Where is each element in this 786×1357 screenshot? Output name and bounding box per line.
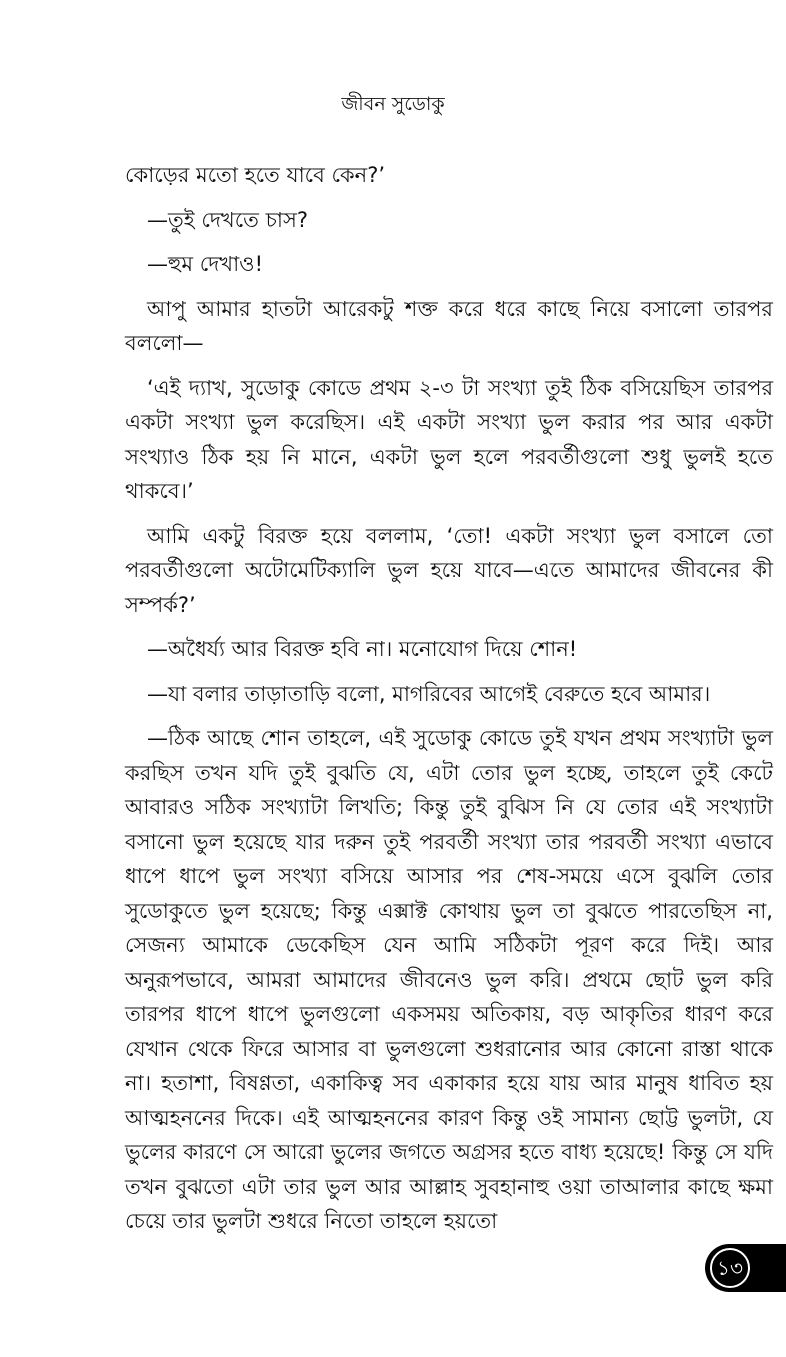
page-number-tab xyxy=(705,1244,786,1292)
text-body xyxy=(125,158,773,1249)
paragraph: আমি একটু বিরক্ত হয়ে বললাম, ‘তো! একটা সংখ্যা ভুল বসালে তো পরবর্তীগুলো অটোমেটিক্যালি ভুল হয়ে যাবে—এতে আমাদের জীবনের কী সম্পর্ক?’ xyxy=(125,523,773,617)
paragraph: —হুম দেখাও! xyxy=(147,252,264,276)
paragraph: কোড়ের মতো হতে যাবে কেন?’ xyxy=(125,163,386,187)
book-title: জীবন সুডোকু xyxy=(341,93,445,115)
paragraph: —যা বলার তাড়াতাড়ি বলো, মাগরিবের আগেই বেরুতে হবে আমার। xyxy=(147,681,711,706)
paragraph: ‘এই দ্যাখ, সুডোকু কোডে প্রথম ২-৩ টা সংখ্যা তুই ঠিক বসিয়েছিস তারপর একটা সংখ্যা ভুল করেছিস। এই একটা সংখ্যা ভুল করার পর আর একটা সংখ্যাও ঠিক হয় নি মানে, একটা ভুল হলে পরবর্তীগুলো শুধু ভুলই হতে থাকবে।’ xyxy=(125,375,773,503)
paragraph: আপু আমার হাতটা আরেকটু শক্ত করে ধরে কাছে নিয়ে বসালো তারপর বললো— xyxy=(125,296,773,355)
paragraph: —ঠিক আছে শোন তাহলে, এই সুডোকু কোডে তুই যখন প্রথম সংখ্যাটা ভুল করছিস তখন যদি তুই বুঝতি যে, এটা তোর ভুল হচ্ছে, তাহলে তুই কেটে আবারও সঠিক সংখ্যাটা লিখতি; কিন্তু তুই বুঝিস নি যে তোর এই সংখ্যাটা বসানো ভুল হয়েছে যার দরুন তুই পরবর্তী সংখ্যা তার পরবর্তী সংখ্যা এভাবে ধাপে ধাপে ভুল সংখ্যা বসিয়ে আসার পর শেষ-সময়ে এসে বুঝলি তোর সুডোকুতে ভুল হয়েছে; কিন্তু এক্সাক্ট কোথায় ভুল তা বুঝতে পারতেছিস না, সেজন্য আমাকে ডেকেছিস যেন আমি সঠিকটা পূরণ করে দিই। আর অনুরূপভাবে, আমরা আমাদের জীবনেও ভুল করি। প্রথমে ছোট ভুল করি তারপর ধাপে ধাপে ভুলগুলো একসময় অতিকায়, বড় আকৃতির ধারণ করে যেখান থেকে ফিরে আসার বা ভুলগুলো শুধরানোর আর কোনো রাস্তা থাকে না। হতাশা, বিষণ্ণতা, একাকিত্ব সব একাকার হয়ে যায় আর মানুষ ধাবিত হয় আত্মহননের দিকে। এই আত্মহননের কারণ কিন্তু ওই সামান্য ছোট্ট ভুলটা, যে ভুলের কারণে সে আরো ভুলের জগতে অগ্রসর হতে বাধ্য হয়েছে! কিন্তু সে যদি তখন বুঝতো এটা তার ভুল আর আল্লাহ সুবহানাহু ওয়া তাআলার কাছে ক্ষমা চেয়ে তার ভুলটা শুধরে নিতো তাহলে হয়তো xyxy=(125,726,773,1233)
paragraph: —অধৈর্য্য আর বিরক্ত হবি না। মনোযোগ দিয়ে শোন! xyxy=(147,637,578,661)
paragraph: —তুই দেখতে চাস? xyxy=(147,207,309,232)
running-header xyxy=(0,90,786,118)
page-number: ১৩ xyxy=(710,1248,750,1288)
